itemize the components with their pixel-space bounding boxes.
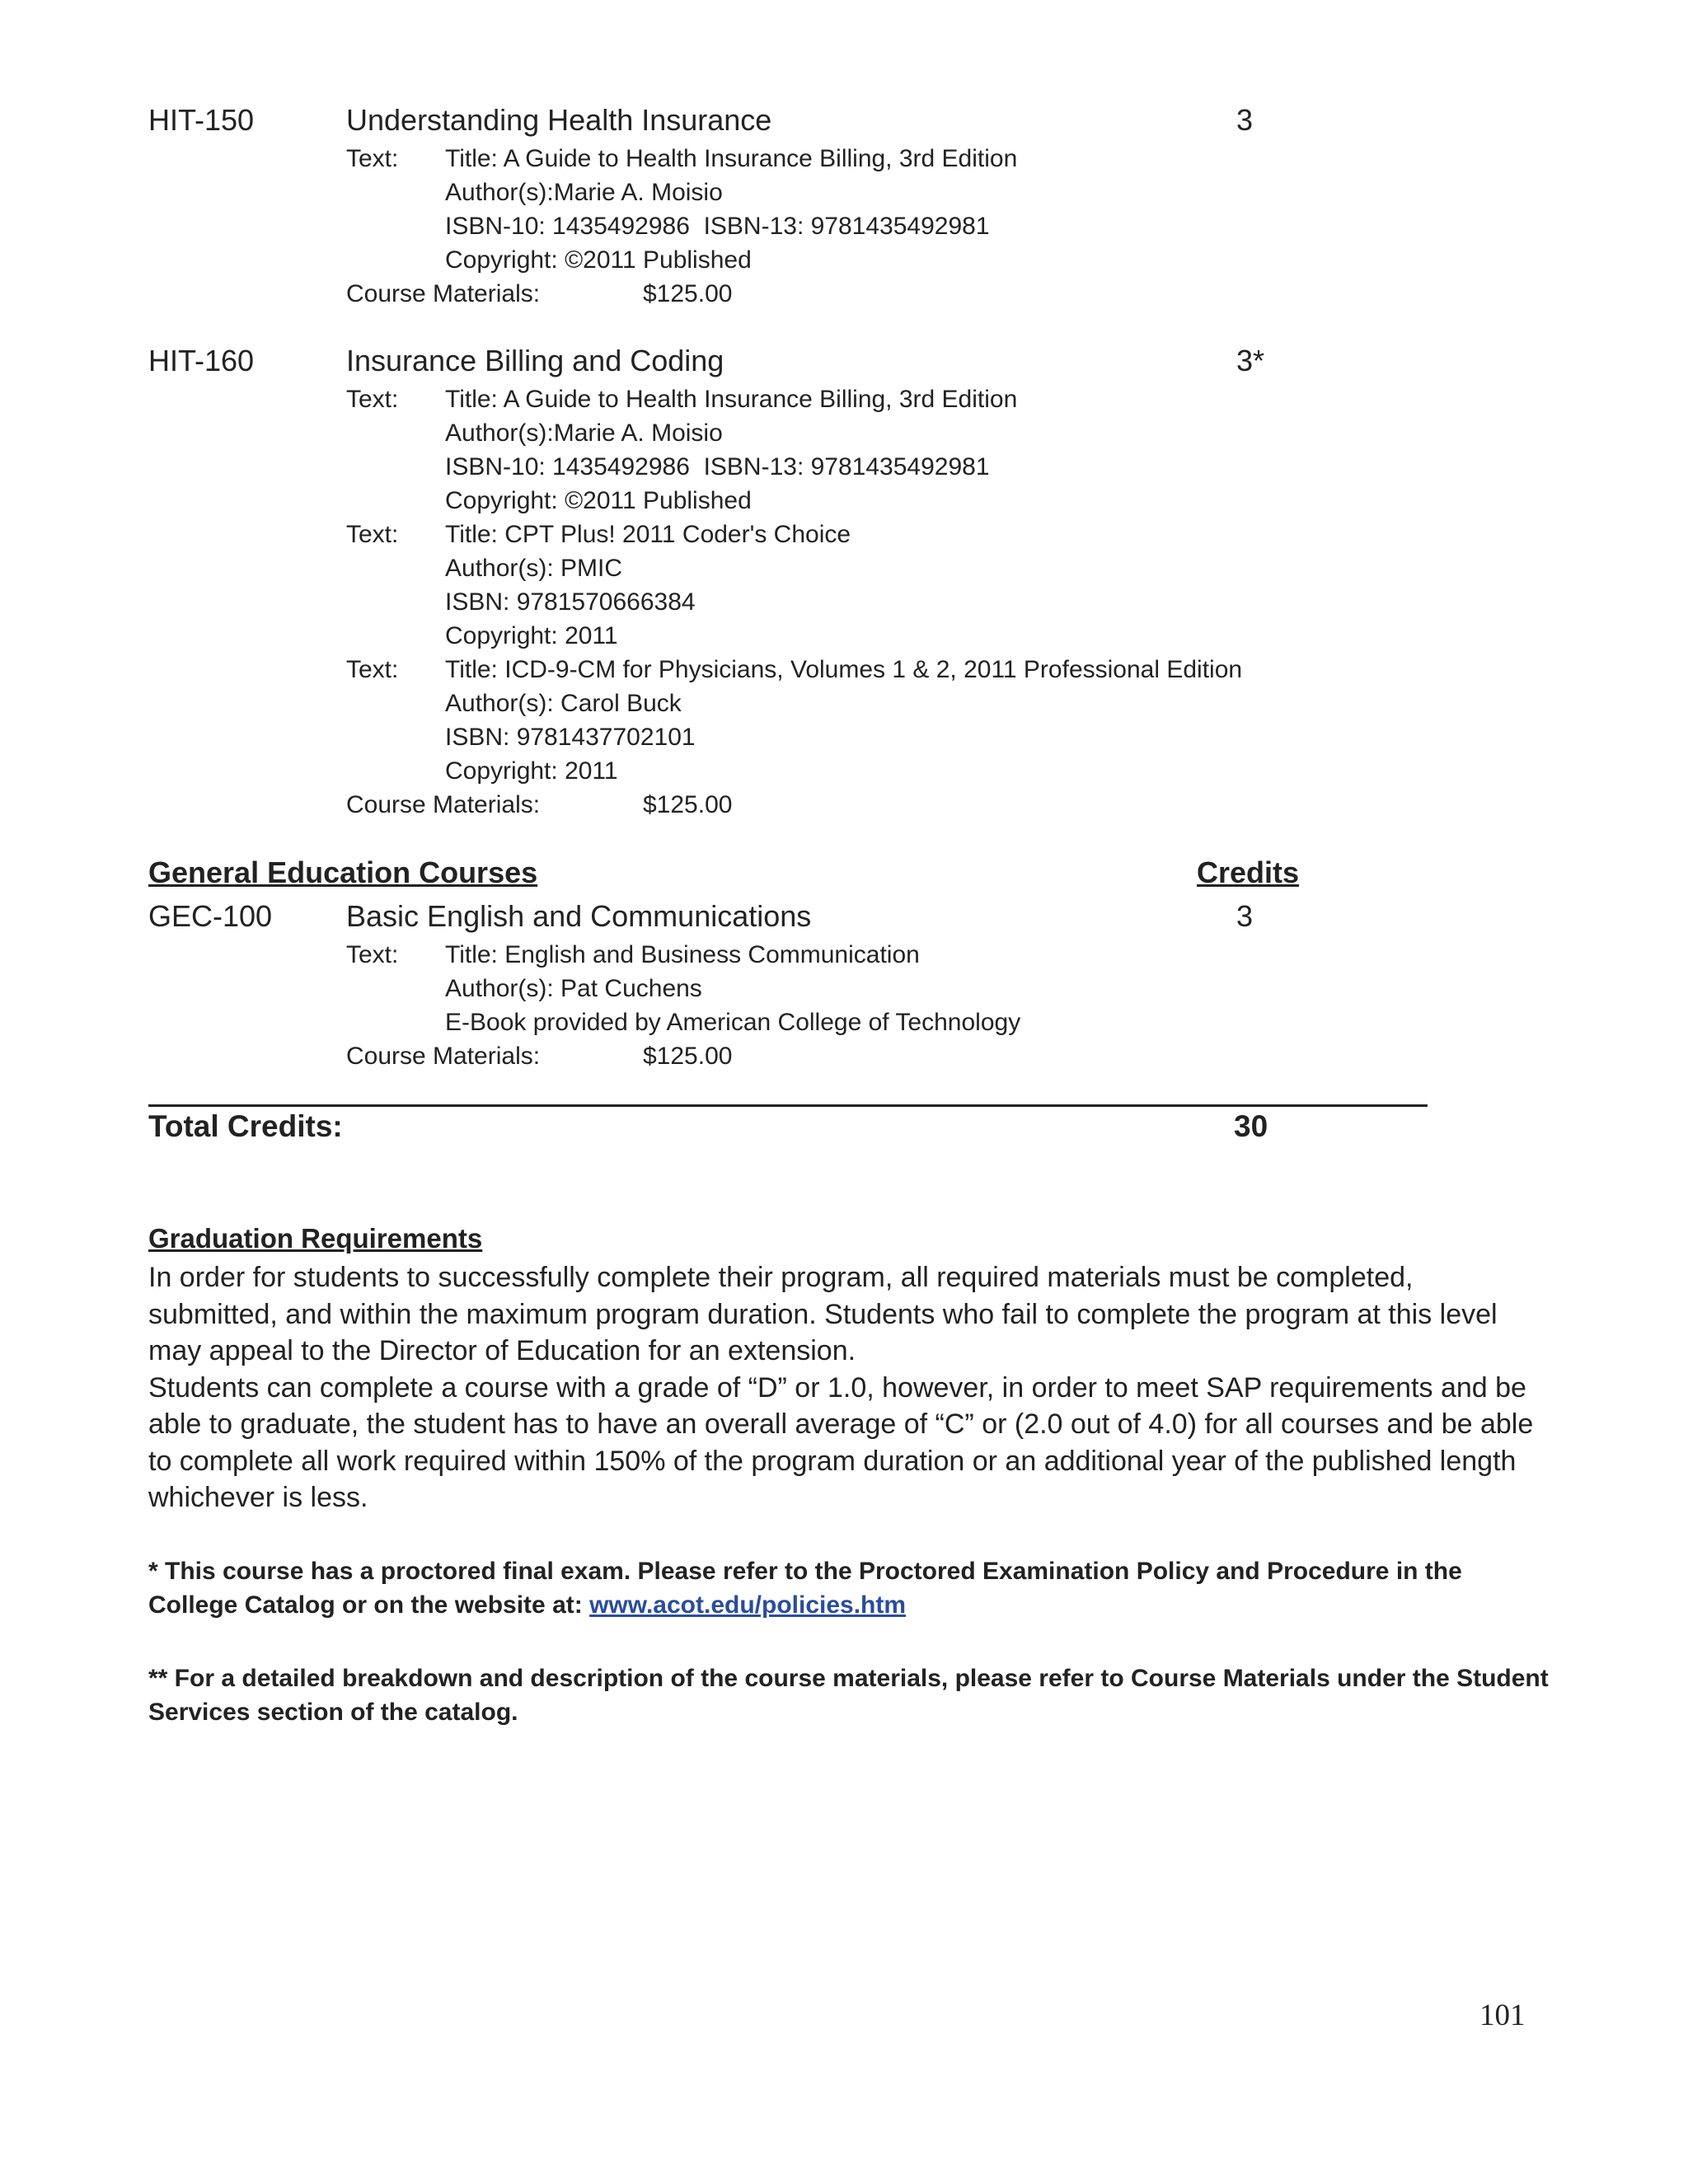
course-header [148, 99, 1302, 142]
textbook-author: Author(s): Carol Buck [445, 690, 682, 717]
textbook-entry [346, 518, 1302, 653]
graduation-requirements-heading: Graduation Requirements [148, 1223, 483, 1254]
section-heading-general-education: General Education Courses [148, 855, 538, 889]
credits-column-heading: Credits [1197, 855, 1300, 889]
page-number: 101 [1479, 1999, 1526, 2032]
course-title: Understanding Health Insurance [346, 103, 772, 137]
course-credits: 3 [1236, 899, 1254, 933]
textbook-entry [346, 382, 1302, 518]
graduation-paragraph-1: In order for students to successfully complete their program, all required materials must be completed, submitted, and within the maximum program duration. Students who fail to complete the program at this level may appeal to the Director of Education for an extension. [148, 1262, 1498, 1366]
textbook-title: Title: ICD-9-CM for Physicians, Volumes 1 & 2, 2011 Professional Edition [445, 656, 1243, 683]
textbook-label: Text: [346, 941, 399, 968]
textbook-label: Text: [346, 145, 399, 172]
course-hit-160 [148, 340, 1302, 822]
course-code: GEC-100 [148, 899, 273, 933]
course-materials-price: $125.00 [643, 1043, 733, 1070]
textbook-author: Author(s): Pat Cuchens [445, 975, 702, 1002]
textbook-note: E-Book provided by American College of Technology [445, 1009, 1021, 1036]
footnote-course-materials: ** For a detailed breakdown and description of the course materials, please refer to Course Materials under the Student Services section of the catalog. [148, 1665, 1549, 1726]
course-title: Basic English and Communications [346, 899, 812, 933]
course-materials [346, 788, 1302, 822]
textbook-title: Title: English and Business Communication [445, 941, 920, 968]
textbook-label: Text: [346, 521, 399, 548]
course-materials-price: $125.00 [643, 280, 733, 307]
textbook-isbn: ISBN: 9781437702101 [445, 724, 696, 751]
textbook-author: Author(s): PMIC [445, 555, 623, 582]
course-credits: 3 [1236, 103, 1254, 137]
textbook-label: Text: [346, 386, 399, 413]
course-materials-price: $125.00 [643, 791, 733, 818]
footnote-proctored-exam-text: * This course has a proctored final exam. Please refer to the Proctored Examination Policy and Procedure in the College Catalog or on the website at: [148, 1558, 1462, 1619]
textbook-entry [346, 938, 1302, 1039]
course-hit-150 [148, 99, 1302, 311]
graduation-requirements-body [148, 1259, 1550, 1516]
course-credits: 3* [1236, 344, 1265, 377]
textbook-copyright: Copyright: ©2011 Published [445, 487, 752, 514]
textbook-isbn: ISBN-10: 1435492986 ISBN-13: 9781435492981 [445, 453, 990, 480]
course-gec-100 [148, 895, 1302, 1073]
footnote-proctored-exam [148, 1554, 1550, 1622]
textbook-label: Text: [346, 656, 399, 683]
total-credits-label: Total Credits: [148, 1109, 343, 1143]
divider-line [148, 1104, 1428, 1107]
course-materials-label: Course Materials: [346, 791, 541, 818]
course-title: Insurance Billing and Coding [346, 344, 724, 377]
textbook-isbn: ISBN-10: 1435492986 ISBN-13: 9781435492981 [445, 213, 990, 240]
course-header [148, 895, 1302, 938]
course-header [148, 340, 1302, 382]
textbook-isbn: ISBN: 9781570666384 [445, 588, 696, 616]
textbook-copyright: Copyright: 2011 [445, 757, 618, 785]
course-code: HIT-160 [148, 344, 255, 377]
course-materials [346, 277, 1302, 311]
textbook-author: Author(s):Marie A. Moisio [445, 419, 723, 447]
course-materials-label: Course Materials: [346, 280, 541, 307]
textbook-title: Title: A Guide to Health Insurance Billing, 3rd Edition [445, 145, 1018, 172]
textbook-title: Title: CPT Plus! 2011 Coder's Choice [445, 521, 851, 548]
graduation-paragraph-2: Students can complete a course with a grade of “D” or 1.0, however, in order to meet SAP requirements and be able to graduate, the student has to have an overall average of “C” or (2.0 out of 4.0) for all courses and be able to complete all work required within 150% of the program duration or an additional year of the published length whichever is less. [148, 1371, 1534, 1513]
course-code: HIT-150 [148, 103, 255, 137]
textbook-entry [346, 653, 1302, 788]
textbook-entry [346, 142, 1302, 277]
course-materials [346, 1039, 1302, 1073]
textbook-copyright: Copyright: ©2011 Published [445, 246, 752, 274]
textbook-author: Author(s):Marie A. Moisio [445, 179, 723, 206]
course-materials-label: Course Materials: [346, 1043, 541, 1070]
total-credits-value: 30 [1234, 1109, 1268, 1143]
textbook-copyright: Copyright: 2011 [445, 622, 618, 649]
textbook-title: Title: A Guide to Health Insurance Billing, 3rd Edition [445, 386, 1018, 413]
policies-link[interactable]: www.acot.edu/policies.htm [589, 1591, 907, 1619]
